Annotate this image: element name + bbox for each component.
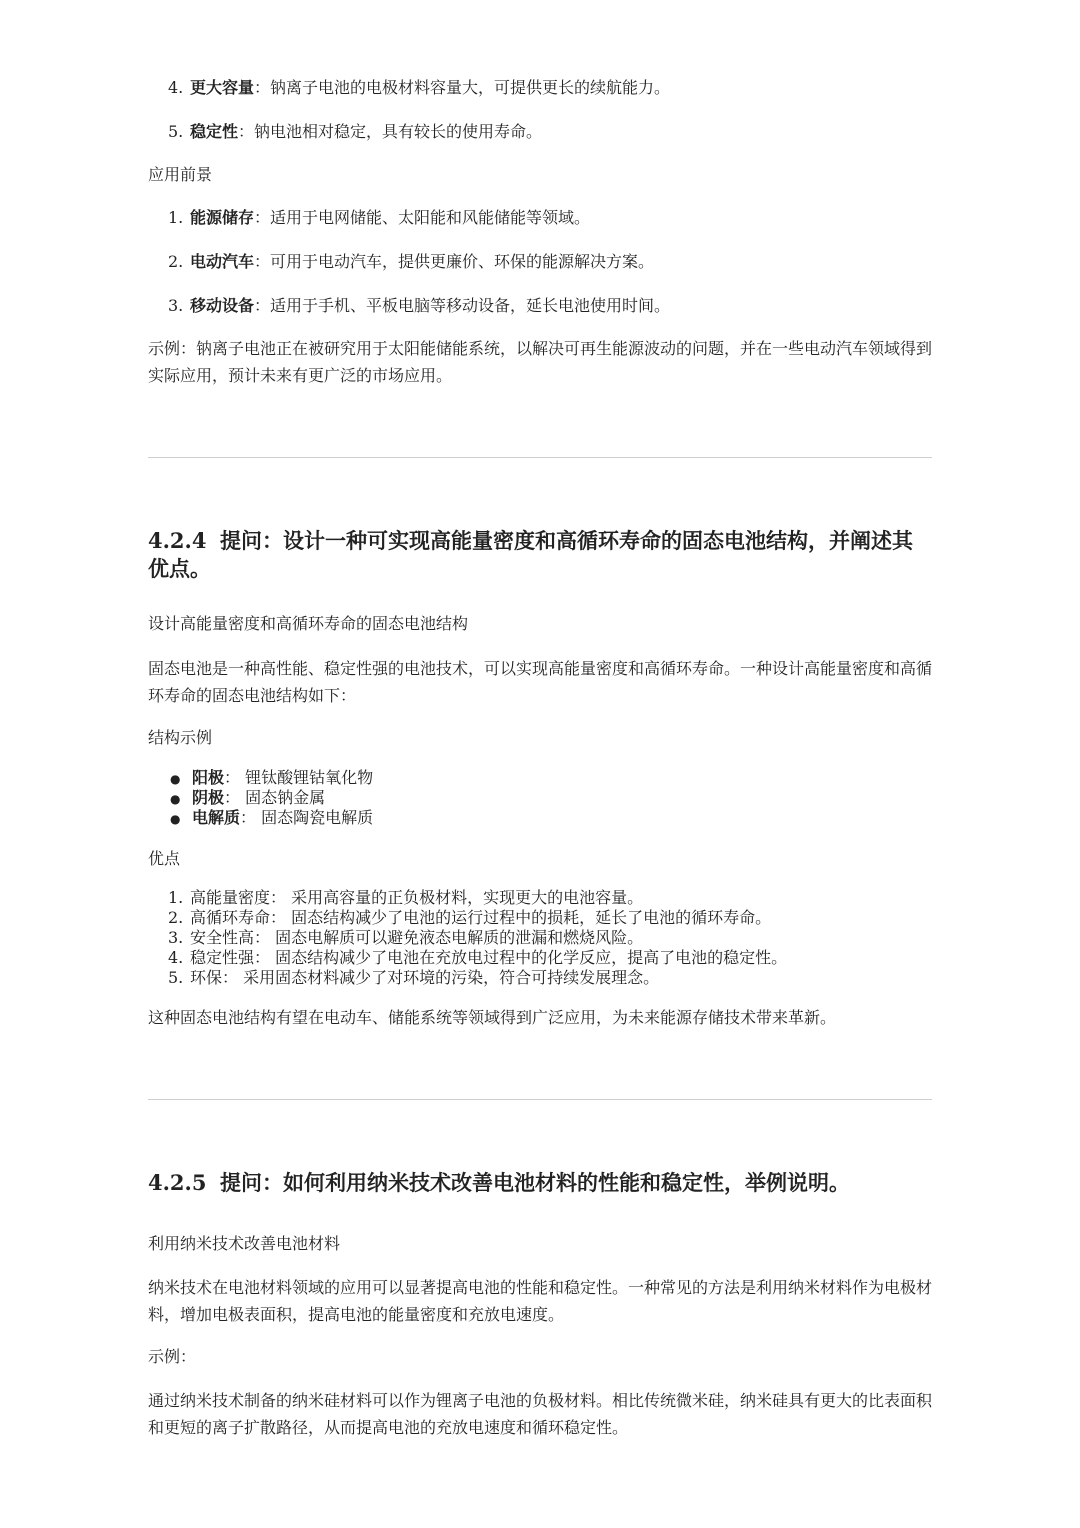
bullet-item: ● 阳极： 锂钛酸锂钴氧化物 [170, 768, 374, 787]
list-item: 2. 电动汽车：可用于电动汽车，提供更廉价、环保的能源解决方案。 [168, 252, 655, 271]
section-title-4-2-5: 4.2.5 提问：如何利用纳米技术改善电池材料的性能和稳定性，举例说明。 [148, 1170, 850, 1195]
list-item: 4. 稳定性强： 固态结构减少了电池在充放电过程中的化学反应，提高了电池的稳定性。 [168, 948, 788, 967]
list-item: 1. 高能量密度： 采用高容量的正负极材料，实现更大的电池容量。 [168, 888, 644, 907]
example-paragraph: 示例：钠离子电池正在被研究用于太阳能储能系统，以解决可再生能源波动的问题，并在一些电动汽车领域得到实际应用，预计未来有更广泛的市场应用。 [148, 339, 933, 385]
structure-heading: 结构示例 [148, 728, 213, 747]
bullet-icon: ● [170, 812, 181, 826]
divider [148, 1099, 932, 1100]
subsection-title: 利用纳米技术改善电池材料 [148, 1234, 341, 1253]
list-item: 2. 高循环寿命： 固态结构减少了电池的运行过程中的损耗，延长了电池的循环寿命。 [168, 908, 772, 927]
example-label: 示例： [148, 1347, 197, 1366]
list-item: 5. 环保： 采用固态材料减少了对环境的污染，符合可持续发展理念。 [168, 968, 660, 987]
section-title-4-2-4: 4.2.4 提问：设计一种可实现高能量密度和高循环寿命的固态电池结构，并阐述其优点。 [148, 528, 913, 581]
bullet-icon: ● [170, 772, 181, 786]
advantages-heading: 优点 [148, 849, 181, 868]
bullet-item: ● 阴极： 固态钠金属 [170, 788, 326, 807]
divider [148, 457, 932, 458]
subsection-title: 设计高能量密度和高循环寿命的固态电池结构 [148, 614, 469, 633]
list-item: 1. 能源储存：适用于电网储能、太阳能和风能储能等领域。 [168, 208, 591, 227]
list-item: 3. 移动设备：适用于手机、平板电脑等移动设备，延长电池使用时间。 [168, 296, 671, 315]
intro-paragraph: 固态电池是一种高性能、稳定性强的电池技术，可以实现高能量密度和高循环寿命。一种设计高能量密度和高循环寿命的固态电池结构如下： [148, 659, 933, 705]
bullet-icon: ● [170, 792, 181, 806]
conclusion-paragraph: 这种固态电池结构有望在电动车、储能系统等领域得到广泛应用，为未来能源存储技术带来革新。 [148, 1008, 837, 1027]
bullet-item: ● 电解质： 固态陶瓷电解质 [170, 808, 374, 827]
section-heading-application: 应用前景 [148, 165, 213, 184]
intro-paragraph: 纳米技术在电池材料领域的应用可以显著提高电池的性能和稳定性。一种常见的方法是利用纳米材料作为电极材料，增加电极表面积，提高电池的能量密度和充放电速度。 [148, 1278, 933, 1324]
list-item: 3. 安全性高： 固态电解质可以避免液态电解质的泄漏和燃烧风险。 [168, 928, 644, 947]
list-item: 5. 稳定性：钠电池相对稳定，具有较长的使用寿命。 [168, 122, 543, 141]
example-paragraph: 通过纳米技术制备的纳米硅材料可以作为锂离子电池的负极材料。相比传统微米硅，纳米硅具有更大的比表面积和更短的离子扩散路径，从而提高电池的充放电速度和循环稳定性。 [148, 1391, 933, 1437]
list-item: 4. 更大容量：钠离子电池的电极材料容量大，可提供更长的续航能力。 [168, 78, 671, 97]
